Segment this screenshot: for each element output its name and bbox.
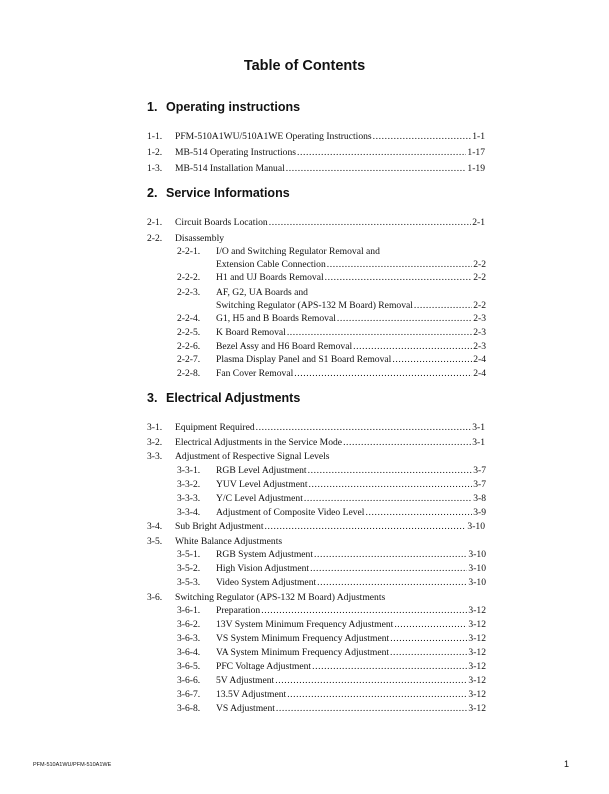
entry-label: H1 and UJ Boards Removal bbox=[216, 272, 324, 283]
entry-number: 3-5-3. bbox=[177, 577, 201, 588]
entry-label: Fan Cover Removal bbox=[216, 368, 294, 379]
entry-label: PFM-510A1WU/510A1WE Operating Instructions bbox=[175, 131, 372, 142]
entry-page: 3-10 bbox=[468, 549, 486, 560]
entry-number: 2-2-8. bbox=[177, 368, 201, 379]
entry-page: 3-8 bbox=[473, 493, 486, 504]
toc-entry[interactable] bbox=[177, 367, 486, 380]
toc-entry[interactable] bbox=[177, 576, 486, 589]
entry-label: Switching Regulator (APS-132 M Board) Removal bbox=[216, 300, 413, 311]
entry-number: 3-5-1. bbox=[177, 549, 201, 560]
entry-number: 2-2-2. bbox=[177, 272, 201, 283]
entry-page: 3-12 bbox=[468, 605, 486, 616]
entry-page: 3-7 bbox=[473, 479, 486, 490]
toc-entry[interactable] bbox=[177, 271, 486, 284]
section-heading bbox=[147, 391, 300, 405]
entry-label: Switching Regulator (APS-132 M Board) Adjustments bbox=[175, 592, 386, 603]
entry-page: 2-2 bbox=[473, 259, 486, 270]
entry-page: 3-1 bbox=[472, 437, 485, 448]
entry-label: Sub Bright Adjustment bbox=[175, 521, 264, 532]
entry-label: PFC Voltage Adjustment bbox=[216, 661, 312, 672]
entry-number: 3-3-3. bbox=[177, 493, 201, 504]
entry-label: Extension Cable Connection bbox=[216, 259, 326, 270]
entry-page: 3-10 bbox=[468, 577, 486, 588]
entry-number: 2-2-1. bbox=[177, 246, 201, 257]
entry-label: RGB System Adjustment bbox=[216, 549, 314, 560]
entry-number: 3-6-6. bbox=[177, 675, 201, 686]
entry-label: Plasma Display Panel and S1 Board Removal bbox=[216, 354, 392, 365]
toc-entry[interactable] bbox=[177, 702, 486, 715]
toc-entry[interactable] bbox=[177, 632, 486, 645]
entry-page: 2-2 bbox=[473, 272, 486, 283]
section-number: 2. bbox=[147, 186, 158, 200]
entry-page: 2-4 bbox=[473, 368, 486, 379]
entry-number: 3-6-4. bbox=[177, 647, 201, 658]
section-title: Electrical Adjustments bbox=[166, 391, 301, 405]
entry-label: High Vision Adjustment bbox=[216, 563, 310, 574]
toc-entry-continuation[interactable] bbox=[177, 258, 486, 271]
entry-number: 1-1. bbox=[147, 131, 163, 142]
toc-entry[interactable] bbox=[177, 646, 486, 659]
entry-label: Y/C Level Adjustment bbox=[216, 493, 303, 504]
entry-number: 2-2-7. bbox=[177, 354, 201, 365]
entry-page: 2-3 bbox=[473, 327, 486, 338]
entry-label: Disassembly bbox=[175, 233, 225, 244]
entry-label: 5V Adjustment bbox=[216, 675, 275, 686]
entry-label: RGB Level Adjustment bbox=[216, 465, 307, 476]
entry-number: 3-3-2. bbox=[177, 479, 201, 490]
section-number: 3. bbox=[147, 391, 158, 405]
section-heading bbox=[147, 100, 300, 114]
entry-number: 2-2-5. bbox=[177, 327, 201, 338]
entry-number: 2-2. bbox=[147, 233, 163, 244]
entry-label: Adjustment of Respective Signal Levels bbox=[175, 451, 330, 462]
entry-number: 2-2-3. bbox=[177, 287, 201, 298]
entry-label: K Board Removal bbox=[216, 327, 286, 338]
entry-number: 1-2. bbox=[147, 147, 163, 158]
footer-model: PFM-510A1WU/PFM-510A1WE bbox=[33, 762, 112, 768]
toc-entry[interactable] bbox=[177, 492, 486, 505]
entry-label: VA System Minimum Frequency Adjustment bbox=[216, 647, 390, 658]
entry-label: Adjustment of Composite Video Level bbox=[216, 507, 365, 518]
entry-page: 3-10 bbox=[467, 521, 485, 532]
toc-entry[interactable] bbox=[147, 130, 485, 143]
entry-page: 3-12 bbox=[468, 689, 486, 700]
entry-label: AF, G2, UA Boards and bbox=[216, 287, 308, 298]
entry-page: 1-1 bbox=[472, 131, 485, 142]
page-title: Table of Contents bbox=[243, 58, 366, 74]
entry-label: Equipment Required bbox=[175, 422, 255, 433]
toc-entry[interactable] bbox=[177, 548, 486, 561]
toc-entry[interactable] bbox=[177, 312, 486, 325]
entry-number: 2-2-6. bbox=[177, 341, 201, 352]
toc-entry[interactable] bbox=[147, 146, 485, 159]
entry-page: 2-2 bbox=[473, 300, 486, 311]
entry-page: 3-9 bbox=[473, 507, 486, 518]
entry-label: Video System Adjustment bbox=[216, 577, 317, 588]
entry-label: YUV Level Adjustment bbox=[216, 479, 308, 490]
entry-page: 2-1 bbox=[472, 217, 485, 228]
entry-label: MB-514 Installation Manual bbox=[175, 163, 285, 174]
entry-label: Circuit Boards Location bbox=[175, 217, 268, 228]
entry-number: 2-2-4. bbox=[177, 313, 201, 324]
toc-entry[interactable] bbox=[177, 506, 486, 519]
toc-entry[interactable] bbox=[177, 478, 486, 491]
toc-entry[interactable] bbox=[177, 326, 486, 339]
footer-page-number: 1 bbox=[564, 759, 570, 769]
toc-entry[interactable] bbox=[147, 520, 485, 533]
section-title: Operating instructions bbox=[166, 100, 301, 114]
section-title: Service Informations bbox=[166, 186, 290, 200]
entry-label: MB-514 Operating Instructions bbox=[175, 147, 296, 158]
entry-label: Preparation bbox=[216, 605, 261, 616]
entry-page: 3-10 bbox=[468, 563, 486, 574]
toc-entry[interactable] bbox=[147, 162, 485, 175]
entry-number: 2-1. bbox=[147, 217, 163, 228]
entry-number: 3-6. bbox=[147, 592, 163, 603]
entry-number: 3-6-1. bbox=[177, 605, 201, 616]
section-number: 1. bbox=[147, 100, 158, 114]
entry-label: G1, H5 and B Boards Removal bbox=[216, 313, 336, 324]
toc-entry[interactable] bbox=[147, 436, 485, 449]
entry-number: 3-3. bbox=[147, 451, 163, 462]
entry-page: 2-4 bbox=[473, 354, 486, 365]
entry-label: I/O and Switching Regulator Removal and bbox=[216, 246, 380, 257]
entry-number: 3-6-8. bbox=[177, 703, 201, 714]
entry-page: 2-3 bbox=[473, 341, 486, 352]
toc-entry[interactable] bbox=[177, 674, 486, 687]
toc-entry[interactable] bbox=[177, 660, 486, 673]
toc-entry[interactable] bbox=[147, 216, 485, 229]
entry-number: 3-4. bbox=[147, 521, 163, 532]
entry-page: 3-12 bbox=[468, 619, 486, 630]
entry-number: 3-5. bbox=[147, 536, 163, 547]
entry-label: VS Adjustment bbox=[216, 703, 275, 714]
entry-number: 3-3-4. bbox=[177, 507, 201, 518]
toc-entry[interactable] bbox=[177, 688, 486, 701]
entry-page: 3-12 bbox=[468, 647, 486, 658]
entry-number: 1-3. bbox=[147, 163, 163, 174]
entry-page: 3-7 bbox=[473, 465, 486, 476]
toc-entry[interactable] bbox=[177, 353, 486, 366]
toc-entry-continuation[interactable] bbox=[177, 299, 486, 312]
toc-entry[interactable] bbox=[177, 562, 486, 575]
toc-entry[interactable] bbox=[177, 604, 486, 617]
entry-page: 3-12 bbox=[468, 661, 486, 672]
entry-number: 3-1. bbox=[147, 422, 163, 433]
toc-entry[interactable] bbox=[177, 464, 486, 477]
entry-label: Electrical Adjustments in the Service Mode bbox=[175, 437, 343, 448]
entry-page: 2-3 bbox=[473, 313, 486, 324]
toc-entry[interactable] bbox=[147, 421, 485, 434]
entry-number: 3-3-1. bbox=[177, 465, 201, 476]
entry-label: 13V System Minimum Frequency Adjustment bbox=[216, 619, 394, 630]
entry-number: 3-2. bbox=[147, 437, 163, 448]
entry-label: Bezel Assy and H6 Board Removal bbox=[216, 341, 353, 352]
entry-page: 1-17 bbox=[467, 147, 485, 158]
entry-label: 13.5V Adjustment bbox=[216, 689, 287, 700]
entry-page: 1-19 bbox=[467, 163, 485, 174]
toc-entry[interactable] bbox=[177, 618, 486, 631]
section-heading bbox=[147, 186, 290, 200]
entry-page: 3-12 bbox=[468, 633, 486, 644]
entry-label: White Balance Adjustments bbox=[175, 536, 283, 547]
entry-number: 3-6-5. bbox=[177, 661, 201, 672]
entry-page: 3-12 bbox=[468, 703, 486, 714]
entry-number: 3-5-2. bbox=[177, 563, 201, 574]
entry-page: 3-1 bbox=[472, 422, 485, 433]
entry-number: 3-6-3. bbox=[177, 633, 201, 644]
toc-entry[interactable] bbox=[177, 340, 486, 353]
entry-label: VS System Minimum Frequency Adjustment bbox=[216, 633, 390, 644]
entry-page: 3-12 bbox=[468, 675, 486, 686]
entry-number: 3-6-7. bbox=[177, 689, 201, 700]
entry-number: 3-6-2. bbox=[177, 619, 201, 630]
